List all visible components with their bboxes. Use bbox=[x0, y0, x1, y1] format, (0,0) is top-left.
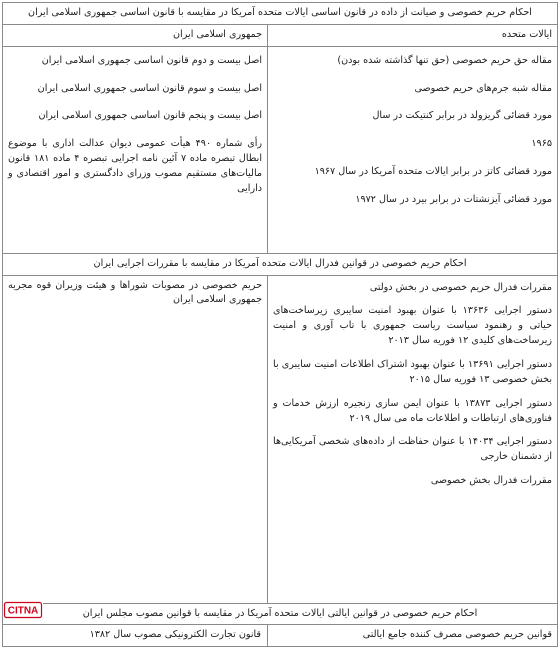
us-federal-item: دستور اجرایی ۱۳۶۳۶ با عنوان بهبود امنیت سایبری زیرساخت‌های حیاتی و رهنمود سیاست ریاست جمهوری با تاب آوری و امنیت زیرساخت‌های کلیدی ۱۲ فوریه سال ۲۰۱۳ bbox=[273, 305, 553, 347]
column-header-us: ایالات متحده bbox=[268, 24, 558, 46]
iran-regulation-text: حریم خصوصی در مصوبات شوراها و هیئت وزیران قوه مجریه جمهوری اسلامی ایران bbox=[8, 279, 263, 306]
citna-logo bbox=[3, 599, 43, 621]
iran-constitution-item: اصل بیست و سوم قانون اساسی جمهوری اسلامی ایران bbox=[37, 82, 263, 94]
column-header-row bbox=[3, 24, 558, 46]
section1-iran-cell bbox=[3, 46, 268, 253]
iran-constitution-item: رأی شماره ۴۹۰ هیأت عمومی دیوان عدالت اداری با موضوع ابطال تبصره ماده ۷ آئین نامه اجرایی تبصره ۴ ماده ۱۸۱ قانون مالیات‌های مستقیم مصوب وزرای دادگستری و امور اقتصادی و دارایی bbox=[8, 138, 263, 194]
us-constitution-item: مورد قضائی آیزنشتات در برابر بیرد در سال ۱۹۷۲ bbox=[355, 194, 553, 206]
iran-constitution-item: اصل بیست و پنجم قانون اساسی جمهوری اسلامی ایران bbox=[38, 110, 263, 122]
iran-constitution-item: اصل بیست و دوم قانون اساسی جمهوری اسلامی ایران bbox=[41, 54, 263, 66]
column-header-iran: جمهوری اسلامی ایران bbox=[3, 24, 268, 46]
us-federal-item: دستور اجرایی ۱۳۸۷۳ با عنوان ایمن سازی زنجیره ارزش خدمات و فناوری‌های ارتباطات و اطلاعات ماه می سال ۲۰۱۹ bbox=[273, 397, 553, 424]
citna-logo-mark bbox=[4, 602, 42, 618]
section3-us-cell: قوانین حریم خصوصی مصرف کننده جامع ایالتی bbox=[268, 625, 558, 647]
section1-title-row bbox=[3, 3, 558, 25]
section3-iran-cell: قانون تجارت الکترونیکی مصوب سال ۱۳۸۲ bbox=[3, 625, 268, 647]
us-constitution-item: مورد قضائی گریزولد در برابر کنتیکت در سال bbox=[372, 110, 553, 122]
section1-title: احکام حریم خصوصی و صیانت از داده در قانون اساسی ایالات متحده آمریکا در مقایسه با قانون اساسی جمهوری اسلامی ایران bbox=[3, 3, 558, 25]
section3-title: احکام حریم خصوصی در قوانین ایالتی ایالات متحده آمریکا در مقایسه با قوانین مصوب مجلس ایران bbox=[3, 603, 558, 625]
us-federal-item: دستور اجرایی ۱۳۶۹۱ با عنوان بهبود اشتراک اطلاعات امنیت سایبری با بخش خصوصی ۱۳ فوریه سال ۲۰۱۵ bbox=[273, 359, 553, 385]
section2-body-row bbox=[3, 275, 558, 603]
section2-iran-cell bbox=[3, 275, 268, 603]
section2-title: احکام حریم خصوصی در قوانین فدرال ایالات متحده آمریکا در مقایسه با مقررات اجرایی ایران bbox=[3, 253, 558, 275]
us-constitution-item: ۱۹۶۵ bbox=[531, 138, 553, 150]
section1-body-row bbox=[3, 46, 558, 253]
section1-us-cell bbox=[268, 46, 558, 253]
us-federal-item: دستور اجرایی ۱۴۰۳۴ با عنوان حفاظت از داده‌های شخصی آمریکایی‌ها از دشمنان خارجی bbox=[273, 436, 553, 463]
section2-title-row bbox=[3, 253, 558, 275]
us-federal-item: مقررات فدرال حریم خصوصی در بخش دولتی bbox=[369, 281, 553, 293]
comparison-table bbox=[2, 2, 558, 647]
section3-title-row bbox=[3, 603, 558, 625]
us-federal-item: مقررات فدرال بخش خصوصی bbox=[430, 475, 553, 487]
citna-logo-text: CITNA bbox=[7, 605, 39, 617]
us-constitution-item: مقاله حق حریم خصوصی (حق تنها گذاشته شده بودن) bbox=[337, 54, 553, 66]
section3-body-row bbox=[3, 625, 558, 647]
us-constitution-item: مورد قضائی کاتز در برابر ایالات متحده آمریکا در سال ۱۹۶۷ bbox=[314, 166, 553, 178]
us-constitution-item: مقاله شبه جرم‌های حریم خصوصی bbox=[414, 82, 553, 94]
section2-us-cell bbox=[268, 275, 558, 603]
